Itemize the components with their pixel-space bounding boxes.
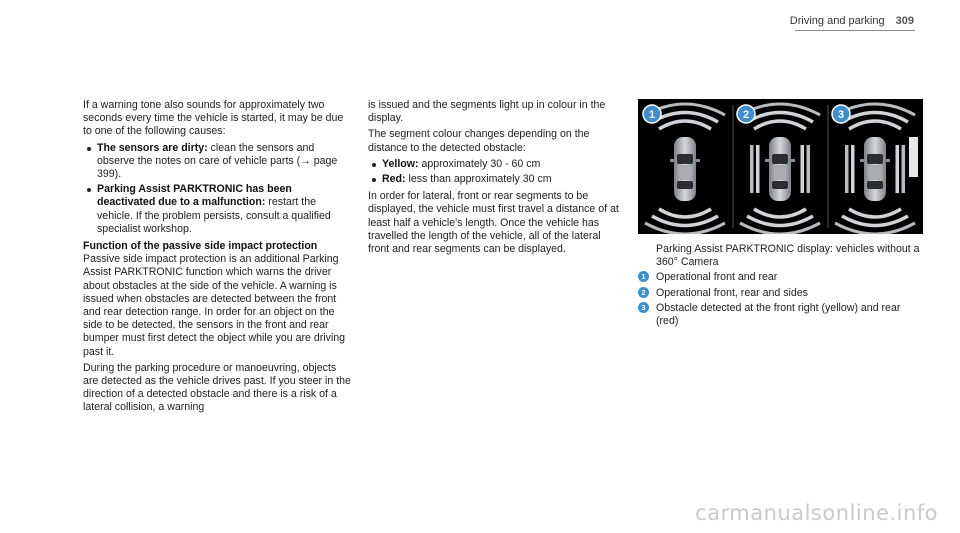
color-item-yellow [368,158,622,171]
color-text: approximately 30 - 60 cm [418,157,541,170]
cause-text: clean the sensors and observe the notes on care of vehicle parts (→ page 399). [97,141,338,181]
panel-badge-3 [832,105,850,123]
panel-badge-2 [737,105,755,123]
body-paragraph: During the parking procedure or manoeuvring, objects are detected as the vehicle drives past. If you steer in the direction of a detected obstacle and there is a risk of a lateral collision, a warning [83,361,351,414]
legend-number-badge: 3 [638,302,649,313]
cause-item-malfunction [83,183,351,236]
site-watermark: carmanualsonline.info [695,501,938,525]
legend-number-badge: 1 [638,271,649,282]
panel-badge-1 [643,105,661,123]
legend-item-3 [638,302,923,328]
color-text: less than approximately 30 cm [405,173,552,186]
legend-text: Operational front and rear [656,271,778,284]
body-paragraph: Passive side impact protection is an additional Parking Assist PARKTRONIC function which warns the driver about obstacles at the side of the vehicle. A warning is issued when obstacles are detected between the front and rear detection range. In order for an object on the side to be detected, the sensors in the front and rear bumper must first detect the object while you are driving past it. [83,253,346,358]
body-paragraph: The segment colour changes depending on the distance to the detected obstacle: [368,128,590,154]
cause-label: The sensors are dirty: [97,141,208,154]
cause-text: restart the vehicle. If the problem persists, consult a qualified specialist workshop. [97,196,331,235]
color-label: Red: [382,173,406,186]
obstacle-marker [909,137,918,177]
column-right [638,99,923,330]
parktronic-figure [638,99,923,234]
page-number: 309 [895,15,914,27]
color-item-red [368,173,622,186]
figure-caption: Parking Assist PARKTRONIC display: vehicles without a 360° Camera [656,243,920,269]
svg-text:3: 3 [837,109,845,121]
legend-text: Obstacle detected at the front right (yellow) and rear (red) [656,301,901,328]
cause-label: Parking Assist PARKTRONIC has been deactivated due to a malfunction: [97,183,292,209]
column-middle [368,99,622,259]
legend-item-1 [638,271,923,284]
legend-number-badge: 2 [638,287,649,298]
body-paragraph: is issued and the segments light up in colour in the display. [368,99,606,125]
section-title: Driving and parking [789,15,885,27]
header-rule [795,30,915,31]
legend-item-2 [638,287,923,300]
page-header [790,14,914,28]
body-paragraph: In order for lateral, front or rear segments to be displayed, the vehicle must first travel a distance of at least half a vehicle's length. Once the vehicle has travelled the length of the vehicle, all of the lateral front and rear segments can be displayed. [368,190,619,256]
svg-text:2: 2 [742,109,750,121]
svg-text:1: 1 [648,109,656,121]
intro-paragraph: If a warning tone also sounds for approximately two seconds every time the vehicle is started, it may be due to one of the following causes: [83,99,344,138]
cause-item-dirty [83,142,351,182]
column-left [83,99,351,418]
parktronic-display-image [638,99,923,234]
section-heading: Function of the passive side impact protection [83,240,318,253]
color-label: Yellow: [382,157,419,170]
legend-text: Operational front, rear and sides [656,286,808,299]
